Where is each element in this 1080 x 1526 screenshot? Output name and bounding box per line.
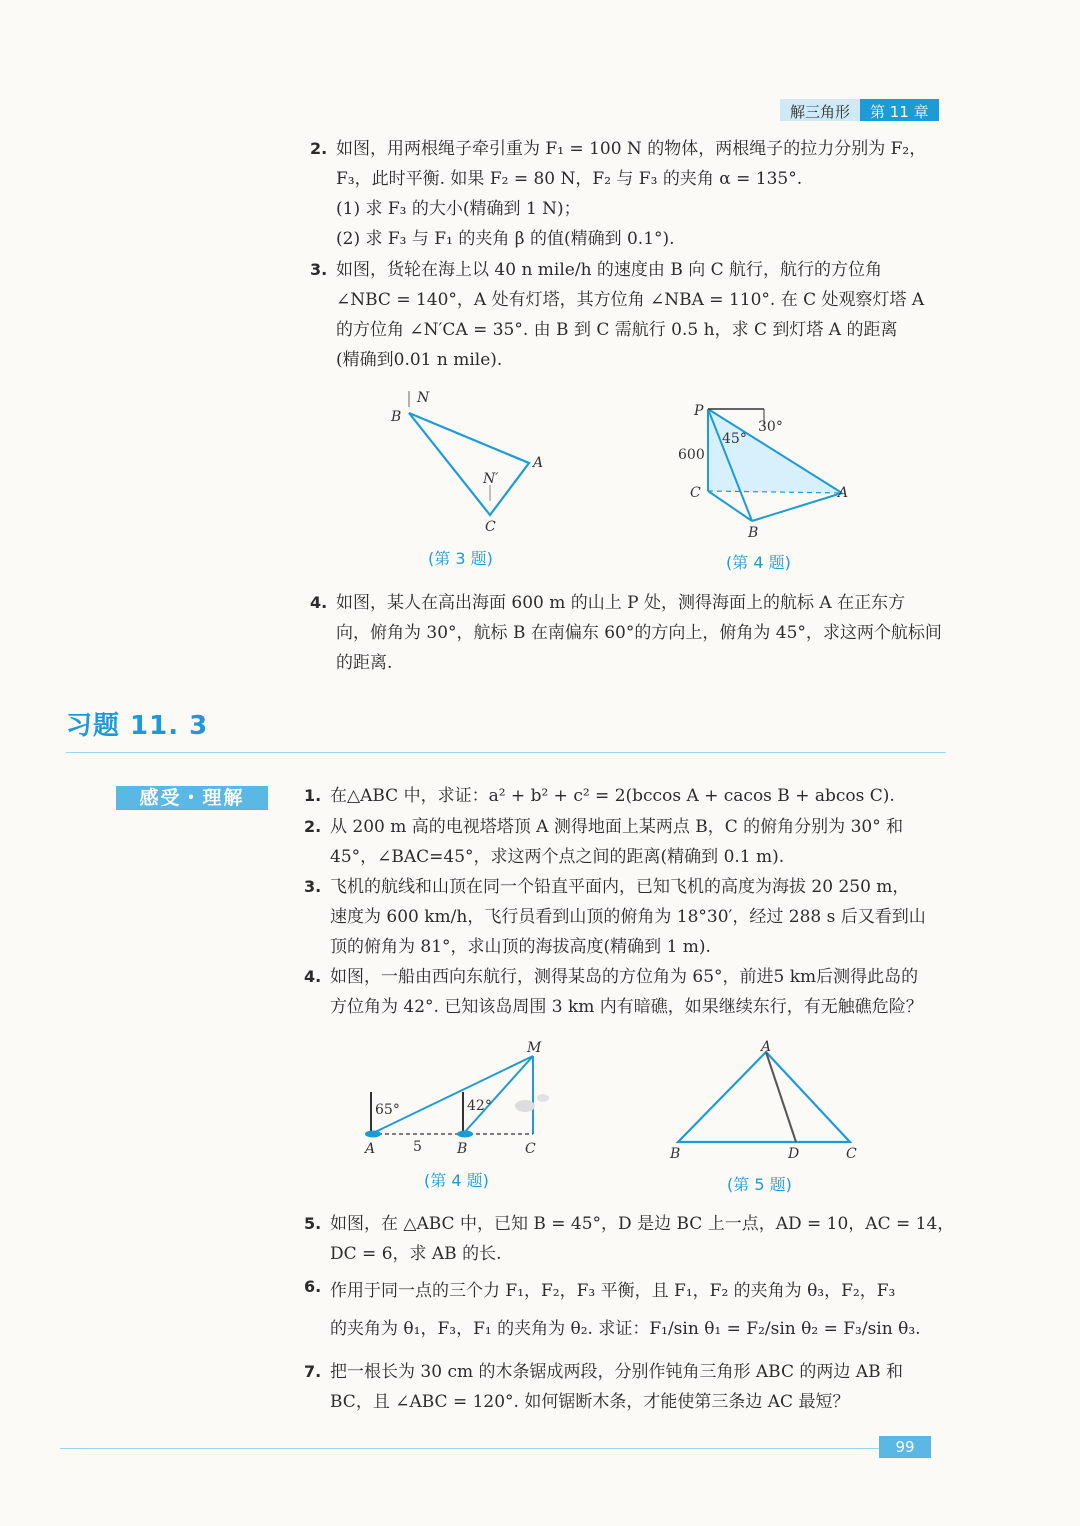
exercise-4-text xyxy=(330,962,923,1022)
text-line: 作用于同一点的三个力 F₁，F₂，F₃ 平衡，且 F₁，F₂ 的夹角为 θ₃，F₂，F₃ xyxy=(330,1281,896,1301)
problem-number: 4. xyxy=(310,593,328,612)
exercise-3-text xyxy=(330,872,926,962)
label-B: B xyxy=(670,1146,681,1162)
label-B: B xyxy=(391,409,402,425)
text-line: 的距离. xyxy=(336,653,393,673)
text-line: 方位角为 42°. 已知该岛周围 3 km 内有暗礁，如果继续东行，有无触礁危险？ xyxy=(330,997,923,1017)
island-icon xyxy=(515,1100,535,1112)
text-line: DC = 6，求 AB 的长. xyxy=(330,1244,502,1264)
section-title: 习题 11. 3 xyxy=(66,711,209,741)
exercise-5 xyxy=(304,1209,321,1239)
text-line: F₃，此时平衡. 如果 F₂ = 80 N，F₂ 与 F₃ 的夹角 α = 135°. xyxy=(336,169,803,189)
label-42: 42° xyxy=(467,1098,492,1114)
exercise-7 xyxy=(304,1357,321,1387)
figure-4-diagram xyxy=(672,395,862,545)
label-C: C xyxy=(846,1146,857,1162)
text-line: 如图，用两根绳子牵引重为 F₁ = 100 N 的物体，两根绳子的拉力分别为 F₂， xyxy=(336,139,927,159)
ship-b-icon xyxy=(457,1131,473,1138)
text-line: ∠NBC = 140°，A 处有灯塔，其方位角 ∠NBA = 110°. 在 C 处观察灯塔 A xyxy=(336,290,925,310)
text-line: 如图，在 △ABC 中，已知 B = 45°，D 是边 BC 上一点，AD = 10，AC = 14， xyxy=(330,1214,955,1234)
chapter-number: 第 11 章 xyxy=(860,99,939,121)
figure-4-caption: (第 4 题) xyxy=(726,553,791,572)
exercise-number: 7. xyxy=(304,1362,322,1381)
exercise-5-text xyxy=(330,1209,954,1269)
label-30: 30° xyxy=(758,419,783,435)
chapter-header xyxy=(780,99,939,121)
exercise-number: 3. xyxy=(304,877,322,896)
label-5: 5 xyxy=(413,1139,422,1155)
segment-ad xyxy=(766,1052,796,1142)
label-600: 600 xyxy=(678,447,705,463)
exercise-1 xyxy=(304,781,321,811)
text-line: 从 200 m 高的电视塔塔顶 A 测得地面上某两点 B，C 的俯角分别为 30° 和 xyxy=(330,817,904,837)
chapter-title: 解三角形 xyxy=(780,99,860,121)
exercise-4 xyxy=(304,962,321,992)
text-line: (1) 求 F₃ 的大小(精确到 1 N)； xyxy=(336,199,581,219)
label-M: M xyxy=(527,1040,542,1056)
text-line: 向，俯角为 30°，航标 B 在南偏东 60°的方向上，俯角为 45°，求这两个航标间 xyxy=(336,623,942,643)
figure-4b-caption: (第 4 题) xyxy=(424,1171,489,1190)
exercise-1-text xyxy=(330,781,895,811)
text-line: 如图，货轮在海上以 40 n mile/h 的速度由 B 向 C 航行，航行的方位角 xyxy=(336,260,883,280)
exercise-6 xyxy=(304,1272,321,1302)
line-am xyxy=(371,1056,533,1134)
line-ba xyxy=(752,493,842,521)
label-A: A xyxy=(838,485,849,501)
label-D: D xyxy=(788,1146,800,1162)
label-C: C xyxy=(485,519,496,535)
exercise-2 xyxy=(304,812,321,842)
text-line: (精确到0.01 n mile). xyxy=(336,350,503,370)
text-line: 速度为 600 km/h，飞行员看到山顶的俯角为 18°30′，经过 288 s 后又看到山 xyxy=(330,907,926,927)
label-45: 45° xyxy=(722,431,747,447)
triangle-abc xyxy=(678,1052,850,1142)
exercise-7-text xyxy=(330,1357,903,1417)
problem-number: 2. xyxy=(310,139,328,158)
text-line: 45°，∠BAC=45°，求这两个点之间的距离(精确到 0.1 m). xyxy=(330,847,785,867)
figure-3-diagram xyxy=(385,385,555,540)
island-icon xyxy=(537,1094,549,1102)
problem-3-text xyxy=(336,255,924,375)
label-A: A xyxy=(365,1141,376,1157)
page-number: 99 xyxy=(879,1436,931,1458)
label-B: B xyxy=(748,525,759,541)
problem-4 xyxy=(310,588,327,618)
text-line: 如图，某人在高出海面 600 m 的山上 P 处，测得海面上的航标 A 在正东方 xyxy=(336,593,906,613)
triangle-bac xyxy=(409,413,529,515)
exercise-number: 4. xyxy=(304,967,322,986)
problem-number: 3. xyxy=(310,260,328,279)
text-line: 的夹角为 θ₁，F₃，F₁ 的夹角为 θ₂. 求证：F₁/sin θ₁ = F₂/sin θ₂ = F₃/sin θ₃. xyxy=(330,1319,921,1339)
text-line: 飞机的航线和山顶在同一个铅直平面内，已知飞机的高度为海拔 20 250 m， xyxy=(330,877,910,897)
exercise-number: 6. xyxy=(304,1277,322,1296)
figure-5-diagram xyxy=(660,1036,870,1166)
text-line: 如图，一船由西向东航行，测得某岛的方位角为 65°，前进5 km后测得此岛的 xyxy=(330,967,919,987)
figure-3-caption: (第 3 题) xyxy=(428,549,493,568)
label-C: C xyxy=(525,1141,536,1157)
label-N: N xyxy=(417,390,430,406)
label-P: P xyxy=(694,403,704,419)
text-line: 把一根长为 30 cm 的木条锯成两段，分别作钝角三角形 ABC 的两边 AB 和 xyxy=(330,1362,903,1382)
problem-2-text xyxy=(336,134,926,254)
exercise-number: 1. xyxy=(304,786,322,805)
exercise-number: 2. xyxy=(304,817,322,836)
exercise-6-text xyxy=(330,1272,921,1348)
text-line: 顶的俯角为 81°，求山顶的海拔高度(精确到 1 m). xyxy=(330,937,711,957)
label-65: 65° xyxy=(375,1102,400,1118)
text-line: BC，且 ∠ABC = 120°. 如何锯断木条，才能使第三条边 AC 最短？ xyxy=(330,1392,850,1412)
exercise-2-text xyxy=(330,812,903,872)
label-B: B xyxy=(457,1141,468,1157)
figure-5-caption: (第 5 题) xyxy=(727,1175,792,1194)
text-line: 的方位角 ∠N′CA = 35°. 由 B 到 C 需航行 0.5 h，求 C 到灯塔 A 的距离 xyxy=(336,320,898,340)
label-A: A xyxy=(761,1039,772,1055)
label-A: A xyxy=(533,455,544,471)
section-divider xyxy=(66,752,946,753)
exercise-number: 5. xyxy=(304,1214,322,1233)
ship-a-icon xyxy=(365,1131,381,1138)
exercise-3 xyxy=(304,872,321,902)
problem-3 xyxy=(310,255,327,285)
footer-divider xyxy=(60,1448,880,1449)
label-C: C xyxy=(690,485,701,501)
line-bm xyxy=(463,1056,533,1134)
section-badge: 感受・理解 xyxy=(116,786,268,810)
problem-2 xyxy=(310,134,327,164)
text-line: 在△ABC 中，求证：a² + b² + c² = 2(bccos A + cacos B + abcos C). xyxy=(330,786,895,806)
problem-4-text xyxy=(336,588,942,678)
text-line: (2) 求 F₃ 与 F₁ 的夹角 β 的值(精确到 0.1°). xyxy=(336,229,675,249)
figure-4b-diagram xyxy=(355,1036,575,1161)
label-Nprime: N′ xyxy=(483,471,499,487)
